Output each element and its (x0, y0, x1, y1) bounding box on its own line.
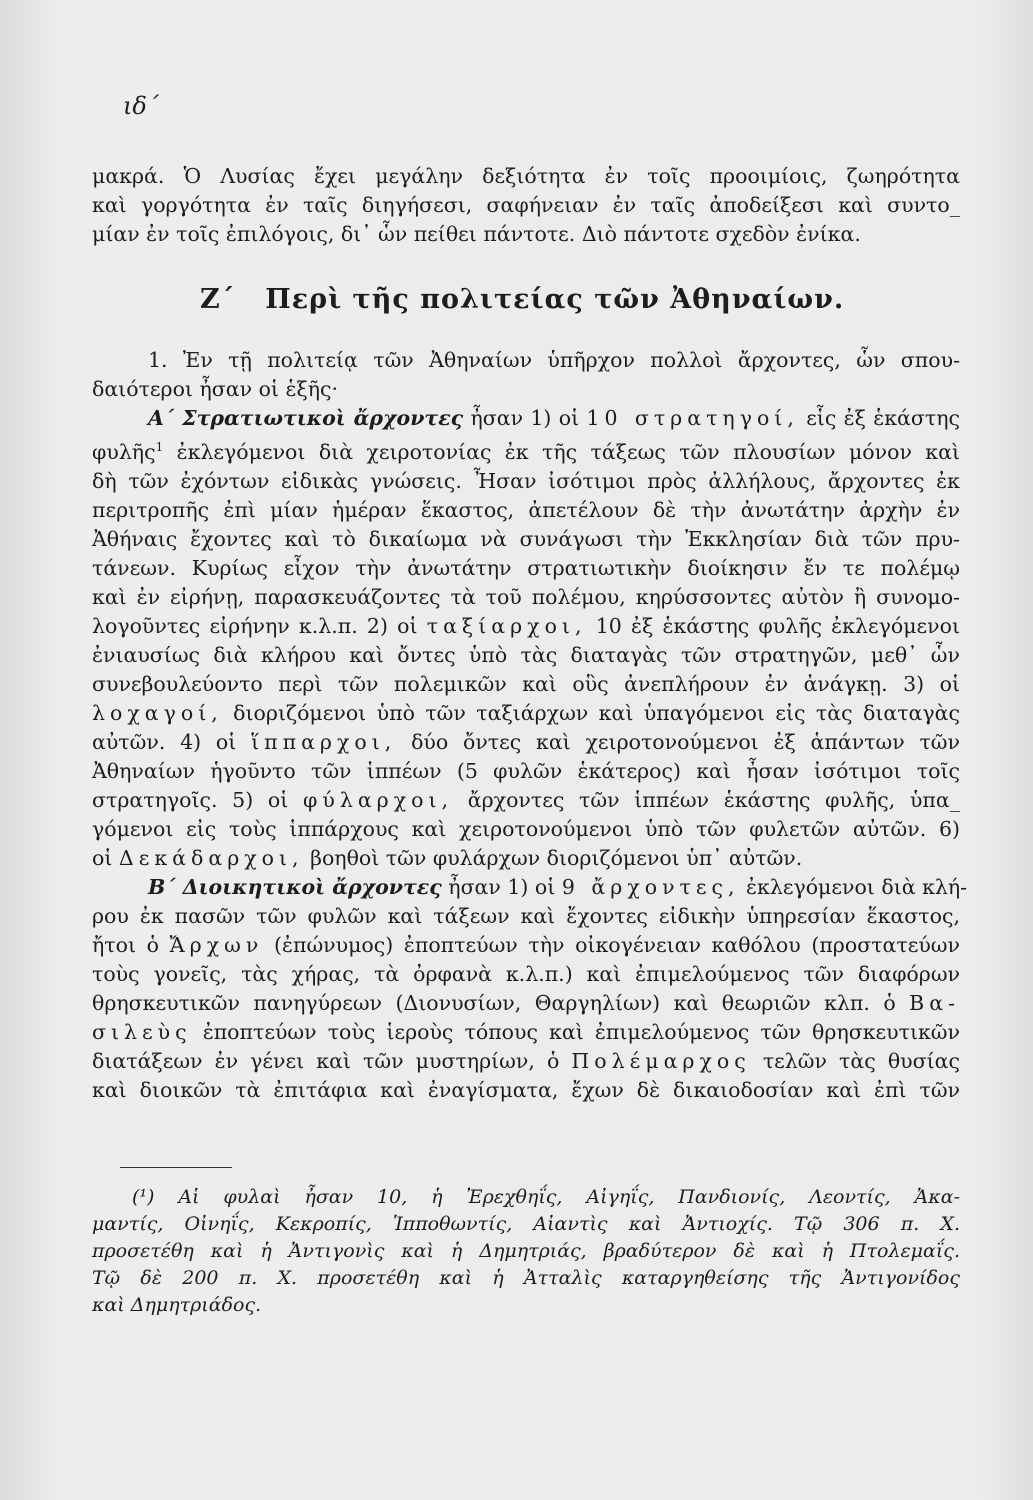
section-number: Ζ΄ (200, 284, 236, 315)
text-run: στρατηγοῖς. 5) οἱ (92, 787, 289, 812)
text-line: δὴ τῶν ἐχόντων εἰδικὰς γνώσεις. Ἦσαν ἰσότιμοι πρὸς ἀλλήλους, ἄρχοντες ἐκ (92, 468, 960, 493)
text-run: διοριζόμενοι ὑπὸ τῶν ταξιάρχων καὶ ὑπαγόμενοι εἰς τὰς διαταγὰς (233, 700, 960, 725)
footnote-line: Τῷ δὲ 200 π. Χ. προσετέθη καὶ ἡ Ἀτταλὶς καταργηθείσης τῆς Ἀντιγονίδος (92, 1267, 960, 1289)
footnote-mark: 1 (155, 440, 164, 454)
text-line (92, 404, 960, 433)
page-number: ιδ΄ (123, 92, 159, 120)
top-paragraph (92, 162, 960, 249)
office-term: Δεκάδαρχοι, (118, 845, 304, 870)
text-run: ἤτοι ὁ (92, 932, 159, 957)
text-run: φυλῆς (92, 439, 156, 464)
subsection-label-b: Β΄ Διοικητικοὶ ἄρχοντες (148, 874, 442, 899)
text-line: ρου ἐκ πασῶν τῶν φυλῶν καὶ τάξεων καὶ ἔχοντες εἰδικὴν ὑπηρεσίαν ἕκαστος, (92, 903, 960, 928)
office-term: ἵππαρχοι, (251, 729, 397, 754)
text-line (92, 699, 960, 728)
section-heading (200, 284, 845, 315)
text-line: Ἀθήναις ἔχοντες καὶ τὸ δικαίωμα νὰ συνάγωσι τὴν Ἐκκλησίαν διὰ τῶν πρυ- (92, 526, 960, 551)
text-line (92, 612, 960, 641)
text-run: λογοῦντες εἰρήνην κ.λ.π. 2) οἱ (92, 613, 418, 638)
text-line: καὶ διοικῶν τὰ ἐπιτάφια καὶ ἐναγίσματα, ἔχων δὲ δικαιοδοσίαν καὶ ἐπὶ τῶν (92, 1077, 960, 1102)
text-line: συνεβουλεύοντο περὶ τῶν πολεμικῶν καὶ οὓς ἀνεπλήρουν ἐν ἀνάγκῃ. 3) οἱ (92, 671, 960, 696)
footnote-line: μαντίς, Οἰνηΐς, Κεκροπίς, Ἱπποθωντίς, Αἰαντὶς καὶ Ἀντιοχίς. Τῷ 306 π. Χ. (92, 1213, 960, 1235)
text-run: βοηθοὶ τῶν φυλάρχων διοριζόμενοι ὑπ᾿ αὐτῶν. (310, 845, 803, 870)
text-line: καὶ γοργότητα ἐν ταῖς διηγήσεσι, σαφήνειαν ἐν ταῖς ἀποδείξεσι καὶ συντο_ (92, 193, 960, 217)
text-run: ἐκλεγόμενοι διὰ κλή- (746, 874, 968, 899)
office-term: Ἄρχων (169, 932, 264, 957)
text-line: μακρά. Ὁ Λυσίας ἔχει μεγάλην δεξιότητα ἐν τοῖς προοιμίοις, ζωηρότητα (92, 164, 960, 188)
office-term: 9 ἄρχοντες, (561, 874, 740, 899)
text-line: μίαν ἐν τοῖς ἐπιλόγοις, δι᾿ ὧν πείθει πάντοτε. Διὸ πάντοτε σχεδὸν ἐνίκα. (92, 222, 861, 246)
text-line: γόμενοι εἰς τοὺς ἱππάρχους καὶ χειροτονούμενοι ὑπὸ τῶν φυλετῶν αὐτῶν. 6) (92, 816, 960, 841)
text-run: οἱ (92, 845, 113, 870)
text-run: δύο ὄντες καὶ χειροτονούμενοι ἐξ ἁπάντων τῶν (411, 729, 960, 754)
text-line (92, 728, 960, 757)
office-term: σιλεὺς (92, 1019, 192, 1044)
text-run: διατάξεων ἐν γένει καὶ τῶν μυστηρίων, ὁ (92, 1048, 560, 1073)
text-run: τελῶν τὰς θυσίας (762, 1048, 960, 1073)
text-run: ἦσαν 1) οἱ (448, 874, 556, 899)
text-line (92, 433, 960, 467)
footnote (92, 1184, 960, 1319)
text-run: ἐποπτεύων τοὺς ἱεροὺς τόπους καὶ ἐπιμελούμενος τῶν θρησκευτικῶν (202, 1019, 960, 1044)
text-line: ἐνιαυσίως διὰ κλήρου καὶ ὄντες ὑπὸ τὰς διαταγὰς τῶν στρατηγῶν, μεθ᾿ ὧν (92, 642, 960, 667)
footnote-rule (120, 1167, 232, 1168)
text-line (92, 1047, 960, 1076)
office-term: Βα- (909, 990, 960, 1015)
office-term: λοχαγοί, (92, 700, 223, 725)
office-term: φύλαρχοι, (303, 787, 454, 812)
text-line (92, 786, 960, 815)
text-line (92, 989, 960, 1018)
text-line: καὶ ἐν εἰρήνῃ, παρασκευάζοντες τὰ τοῦ πολέμου, κηρύσσοντες αὐτὸν ἢ συνομο- (92, 584, 960, 609)
section-title: Περὶ τῆς πολιτείας τῶν Ἀθηναίων. (265, 284, 845, 315)
text-line (92, 873, 968, 902)
text-run: εἷς ἐξ ἑκάστης (806, 406, 960, 430)
text-line: περιτροπῆς ἐπὶ μίαν ἡμέραν ἕκαστος, ἀπετέλουν δὲ τὴν ἀνωτάτην ἀρχὴν ἐν (92, 497, 960, 522)
office-term: ταξίαρχοι, (426, 613, 587, 638)
office-term: Πολέμαρχος (571, 1048, 751, 1073)
text-run: αὐτῶν. 4) οἱ (92, 729, 237, 754)
text-run: 10 ἐξ ἑκάστης φυλῆς ἐκλεγόμενοι (595, 613, 960, 638)
text-line (92, 1018, 960, 1047)
text-run: ἐκλεγόμενοι διὰ χειροτονίας ἐκ τῆς τάξεως τῶν πλουσίων μόνον καὶ (176, 439, 960, 464)
text-line (92, 844, 960, 873)
footnote-line: καὶ Δημητριάδος. (92, 1294, 262, 1316)
text-line: τοὺς γονεῖς, τὰς χήρας, τὰ ὀρφανὰ κ.λ.π.) καὶ ἐπιμελούμενος τῶν διαφόρων (92, 961, 960, 986)
text-run: (ἐπώνυμος) ἐποπτεύων τὴν οἰκογένειαν καθόλου (προστατεύων (273, 932, 960, 957)
text-line: Ἀθηναίων ἡγοῦντο τῶν ἱππέων (5 φυλῶν ἑκάτερος) καὶ ἦσαν ἰσότιμοι τοῖς (92, 758, 960, 783)
text-line (92, 931, 960, 960)
office-term: 10 στρατηγοί, (586, 406, 799, 430)
text-line: δαιότεροι ἦσαν οἱ ἑξῆς· (92, 377, 339, 401)
text-run: ἄρχοντες τῶν ἱππέων ἑκάστης φυλῆς, ὑπα_ (467, 787, 960, 812)
text-run: ἦσαν 1) οἱ (470, 406, 580, 430)
subsection-label-a: Α΄ Στρατιωτικοὶ ἄρχοντες (148, 406, 464, 430)
text-run: θρησκευτικῶν πανηγύρεων (Διονυσίων, Θαργηλίων) καὶ θεωριῶν κλπ. ὁ (92, 990, 896, 1015)
text-line: 1. Ἐν τῇ πολιτείᾳ τῶν Ἀθηναίων ὑπῆρχον πολλοὶ ἄρχοντες, ὧν σπου- (148, 348, 960, 372)
body-text (92, 346, 968, 1105)
footnote-line: (¹) Αἱ φυλαὶ ἦσαν 10, ἡ Ἐρεχθηΐς, Αἰγηΐς, Πανδιονίς, Λεοντίς, Ἀκα- (132, 1186, 960, 1208)
footnote-line: προσετέθη καὶ ἡ Ἀντιγονὶς καὶ ἡ Δημητριάς, βραδύτερον δὲ καὶ ἡ Πτολεμαΐς. (92, 1240, 960, 1262)
text-line: τάνεων. Κυρίως εἶχον τὴν ἀνωτάτην στρατιωτικὴν διοίκησιν ἔν τε πολέμῳ (92, 555, 960, 580)
